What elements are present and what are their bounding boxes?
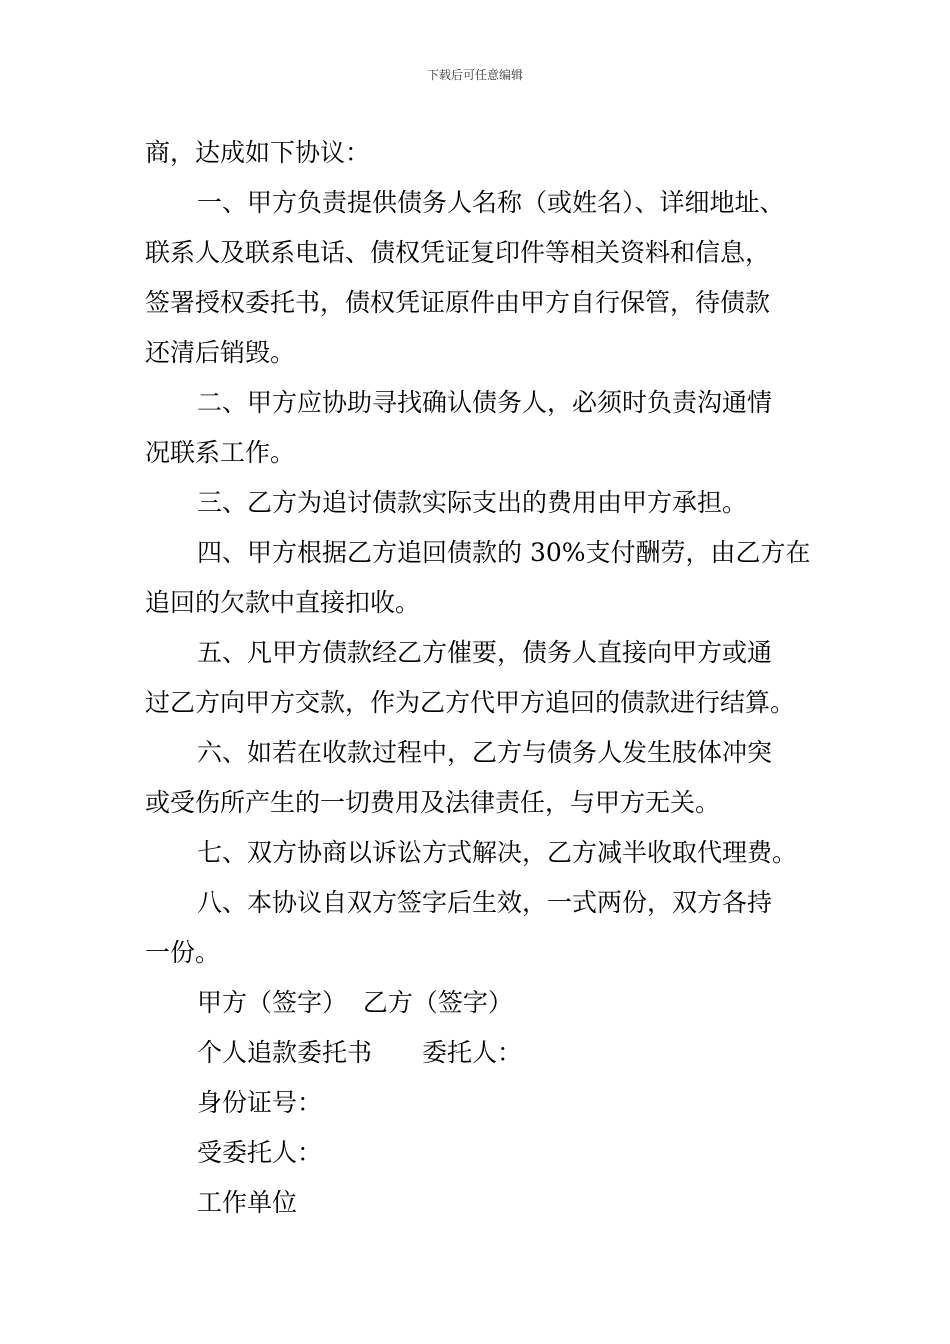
clause-4-line-1: 四、甲方根据乙方追回债款的 30%支付酬劳，由乙方在 <box>197 538 811 567</box>
clause-4-line-2: 追回的欠款中直接扣收。 <box>145 588 421 617</box>
clause-3-line-1: 三、乙方为追讨债款实际支出的费用由甲方承担。 <box>197 488 748 517</box>
clause-2-line-1: 二、甲方应协助寻找确认债务人，必须时负责沟通情 <box>197 388 773 417</box>
form-title: 个人追款委托书 <box>197 1038 373 1067</box>
clause-1-line-4: 还清后销毁。 <box>145 338 296 367</box>
clause-1-line-1: 一、甲方负责提供债务人名称（或姓名）、详细地址、 <box>197 188 785 217</box>
clause-1-line-2: 联系人及联系电话、债权凭证复印件等相关资料和信息， <box>145 238 771 267</box>
clause-7-line-1: 七、双方协商以诉讼方式解决，乙方减半收取代理费。 <box>197 838 798 867</box>
intro-line: 商，达成如下协议： <box>145 138 371 167</box>
work-unit-label: 工作单位 <box>197 1188 298 1217</box>
document-body <box>145 128 815 1228</box>
principal-label: 委托人： <box>422 1038 523 1067</box>
form-title-line <box>145 1028 815 1078</box>
page-header-note: 下载后可任意编辑 <box>426 68 523 82</box>
clause-5-line-1: 五、凡甲方债款经乙方催要，债务人直接向甲方或通 <box>197 638 773 667</box>
clause-6-line-1: 六、如若在收款过程中，乙方与债务人发生肢体冲突 <box>197 738 773 767</box>
clause-5-line-2: 过乙方向甲方交款，作为乙方代甲方追回的债款进行结算。 <box>145 688 796 717</box>
clause-6-line-2: 或受伤所产生的一切费用及法律责任，与甲方无关。 <box>145 788 721 817</box>
agent-label: 受委托人： <box>197 1138 323 1167</box>
clause-8-line-2: 一份。 <box>145 938 221 967</box>
clause-8-line-1: 八、本协议自双方签字后生效，一式两份，双方各持 <box>197 888 773 917</box>
clause-1-line-3: 签署授权委托书，债权凭证原件由甲方自行保管，待债款 <box>145 288 771 317</box>
signature-line: 甲方（签字） 乙方（签字） <box>197 988 513 1017</box>
id-number-label: 身份证号： <box>197 1088 323 1117</box>
clause-2-line-2: 况联系工作。 <box>145 438 296 467</box>
